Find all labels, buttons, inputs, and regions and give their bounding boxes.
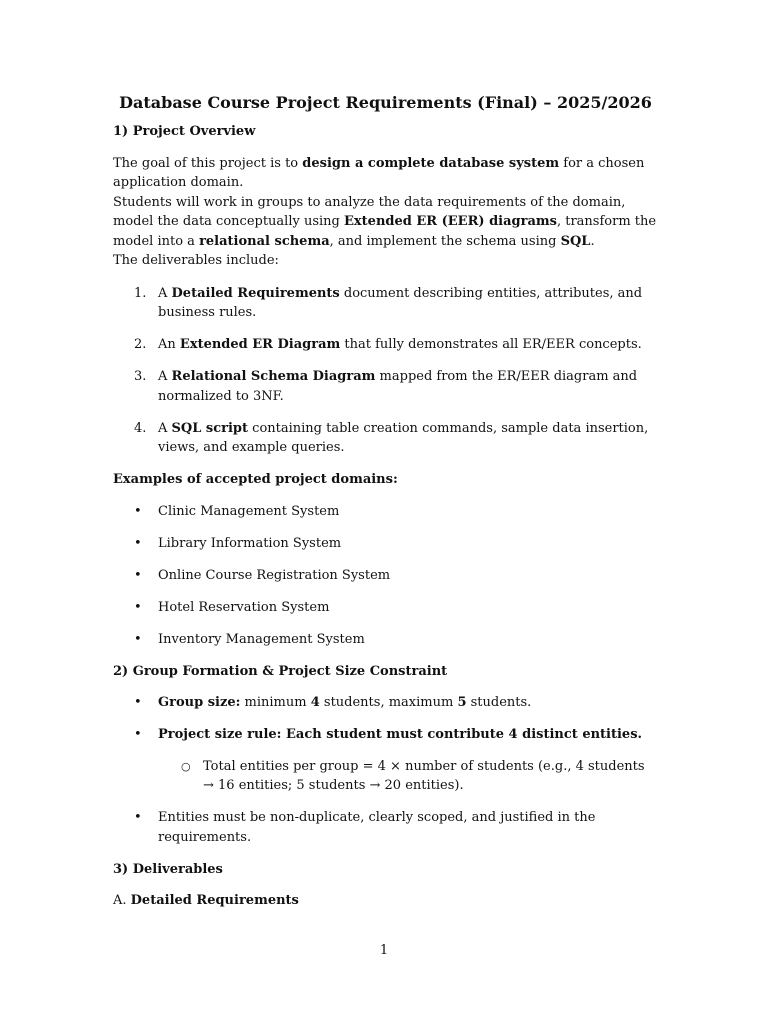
text-run: A — [158, 285, 172, 301]
list-number: 3. — [134, 369, 147, 384]
examples-heading: Examples of accepted project domains: — [113, 472, 398, 487]
bold-text-run: Detailed Requirements — [171, 285, 340, 301]
bullet-icon: • — [134, 567, 142, 583]
bold-text-run: SQL — [560, 233, 591, 249]
text-run: mapped from the ER/EER diagram and normalized to 3NF. — [158, 369, 638, 404]
text-run: , and implement the schema using — [329, 233, 561, 249]
text-run: document describing entities, attributes, and business rules. — [158, 285, 643, 320]
entities-note: Entities must be non-duplicate, clearly scoped, and justified in the requirements. — [158, 810, 596, 845]
bullet-icon: • — [134, 503, 142, 519]
example-domain: Inventory Management System — [158, 631, 365, 647]
bold-text-run: relational schema — [199, 233, 330, 249]
text-run: that fully demonstrates all ER/EER concepts. — [340, 337, 642, 352]
text-run: minimum — [240, 695, 311, 710]
list-item — [113, 367, 658, 406]
example-domain: Hotel Reservation System — [158, 599, 330, 615]
document-body — [113, 92, 658, 923]
group-size-max: 5 — [457, 695, 467, 710]
bullet-icon: • — [134, 535, 142, 551]
examples-list — [113, 502, 658, 650]
document-title: Database Course Project Requirements (Final) – 2025/2026 — [119, 93, 652, 112]
list-item — [113, 335, 658, 355]
text-run: containing table creation commands, sample data insertion, views, and example queries. — [158, 420, 649, 455]
list-number: 4. — [134, 420, 147, 436]
bullet-icon: • — [134, 599, 142, 615]
text-run: Students will work in groups to analyze the data requirements of the domain, model the data conceptually using — [113, 194, 626, 229]
page-number: 1 — [379, 943, 389, 958]
text-run: . — [590, 233, 595, 249]
sub-list-item — [113, 757, 658, 796]
list-item — [113, 284, 658, 323]
bold-text-run: SQL script — [171, 420, 249, 436]
bold-text-run: Extended ER Diagram — [179, 337, 341, 352]
text-run: A — [158, 369, 172, 384]
list-item — [113, 808, 658, 847]
list-item — [113, 598, 658, 618]
bold-text-run: design a complete database system — [302, 155, 560, 171]
list-item — [113, 630, 658, 650]
list-number: 1. — [134, 285, 147, 301]
total-entities-note: Total entities per group = 4 × number of students (e.g., 4 students → 16 entities; 5 students → 20 entities). — [203, 758, 645, 793]
text-run: The goal of this project is to — [113, 155, 303, 171]
hollow-bullet-icon: ○ — [181, 759, 191, 773]
group-size-label: Group size: — [158, 695, 241, 710]
deliverables-intro: The deliverables include: — [113, 253, 279, 268]
list-item — [113, 725, 658, 796]
text-run: students, maximum — [319, 695, 458, 710]
section-heading-group-formation: 2) Group Formation & Project Size Constraint — [113, 663, 448, 679]
project-size-rule: Project size rule: Each student must contribute 4 distinct entities. — [158, 727, 643, 742]
list-item — [113, 419, 658, 458]
list-item — [113, 502, 658, 522]
text-run: , transform the model into a — [113, 214, 657, 249]
section-heading-deliverables: 3) Deliverables — [113, 861, 223, 877]
group-size-min: 4 — [310, 695, 320, 710]
paragraph-goal — [113, 154, 658, 271]
bullet-icon: • — [134, 695, 142, 710]
example-domain: Online Course Registration System — [158, 567, 391, 583]
bold-text-run: Extended ER (EER) diagrams — [344, 214, 557, 229]
example-domain: Clinic Management System — [158, 503, 340, 519]
sub-list — [158, 757, 658, 796]
text-run: A — [158, 420, 172, 436]
list-number: 2. — [134, 337, 147, 352]
bullet-icon: • — [134, 631, 142, 647]
text-run: An — [158, 337, 180, 352]
list-item — [113, 534, 658, 554]
subsection-prefix: A. — [113, 893, 131, 908]
list-item — [113, 693, 658, 713]
list-item — [113, 566, 658, 586]
bullet-icon: • — [134, 727, 142, 742]
subsection-title: Detailed Requirements — [130, 893, 299, 908]
example-domain: Library Information System — [158, 535, 342, 551]
subsection-heading-detailed-requirements — [113, 891, 658, 911]
text-run: for a chosen application domain. — [113, 155, 645, 190]
group-rules-list — [113, 693, 658, 847]
text-run: students. — [466, 695, 532, 710]
deliverables-list — [113, 284, 658, 458]
bold-text-run: Relational Schema Diagram — [171, 369, 376, 384]
section-heading-project-overview: 1) Project Overview — [113, 124, 256, 139]
bullet-icon: • — [134, 810, 142, 825]
